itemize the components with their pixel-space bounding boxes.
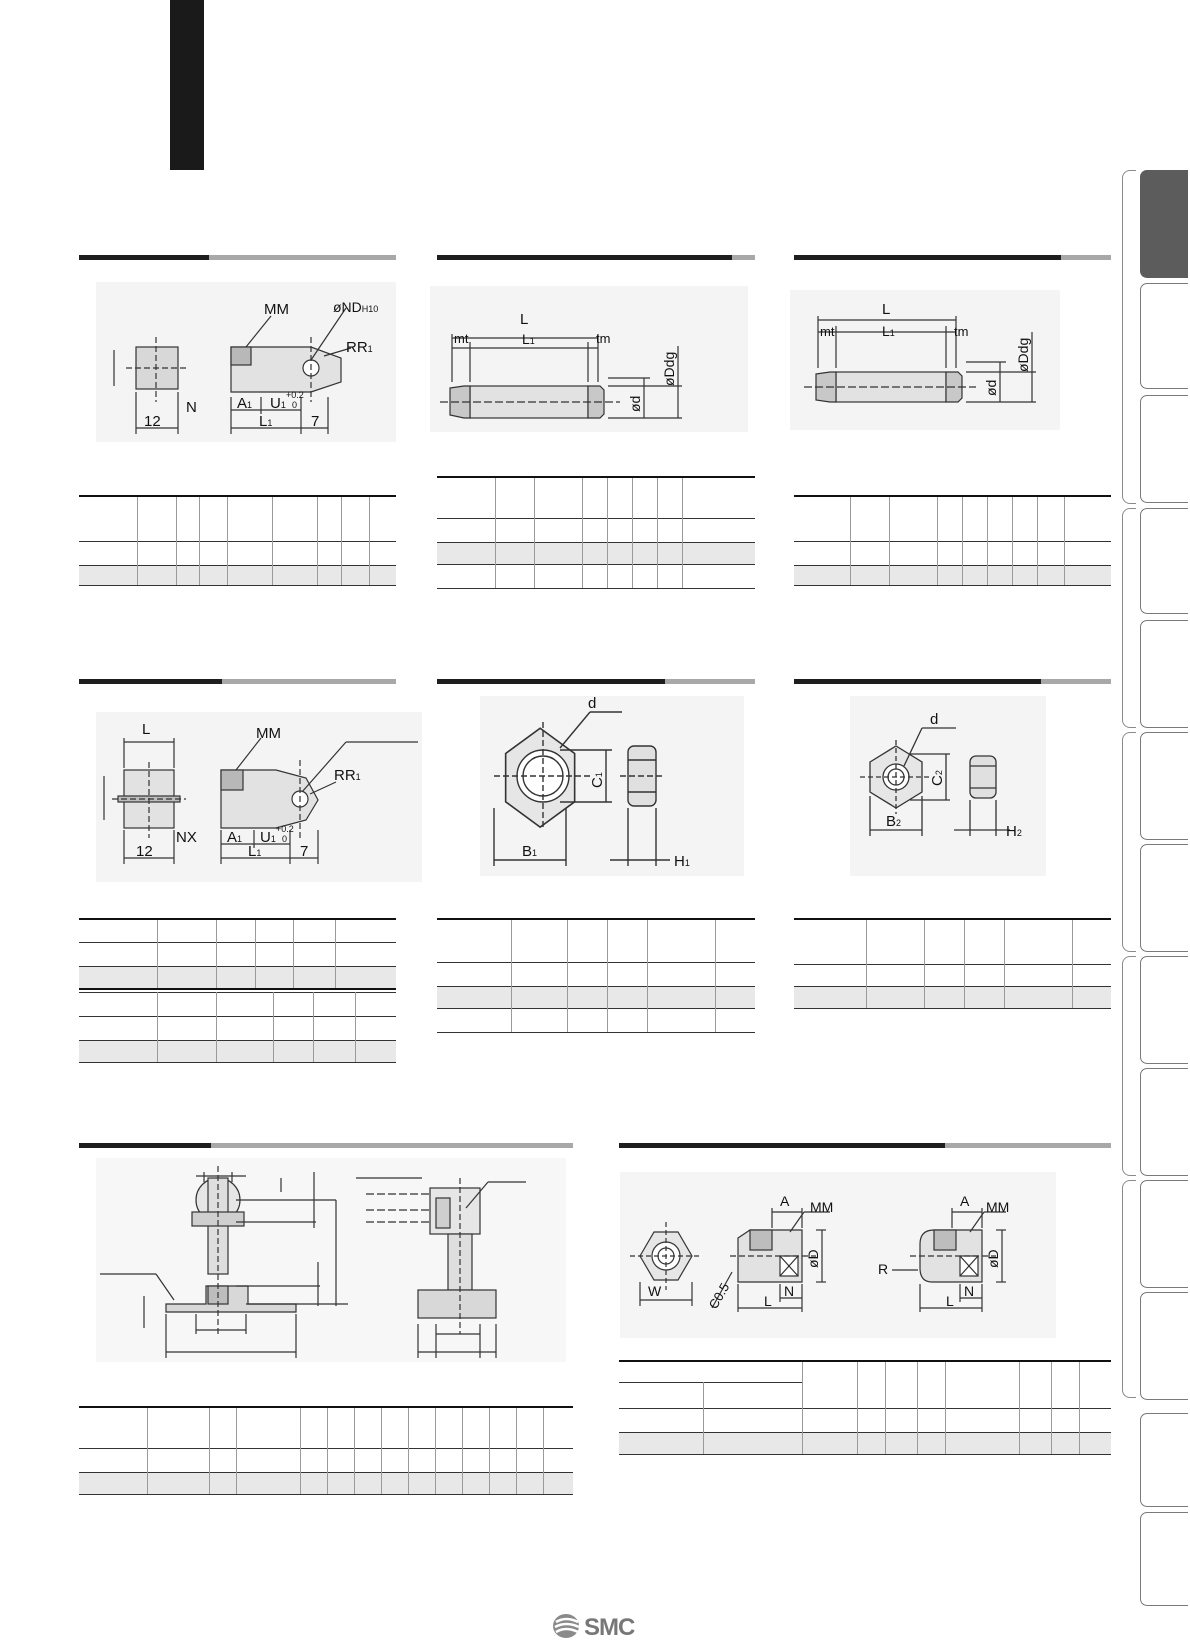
label-mm-2: MM (986, 1199, 1010, 1215)
drawing-rod-end-clevis (96, 282, 396, 442)
label-r: R (878, 1261, 889, 1277)
svg-text:L1 (882, 323, 895, 339)
label-l: L (764, 1293, 772, 1309)
section-header-bar (437, 255, 755, 260)
label-rr-sub: 1 (367, 344, 373, 354)
section-header-bar (79, 255, 396, 260)
section-header-bar (794, 679, 1111, 684)
drawing-rod-end-variants (620, 1172, 1056, 1338)
svg-text:RR1 (334, 767, 361, 784)
label-u1-sub: 1 (280, 400, 286, 410)
label-c2-sub: 2 (934, 770, 944, 776)
index-tab[interactable] (1140, 1180, 1188, 1288)
index-tab[interactable] (1140, 1292, 1188, 1400)
index-tab[interactable] (1140, 508, 1188, 614)
svg-text:C2 (929, 770, 946, 786)
label-rr: RR (334, 767, 356, 784)
label-mm: MM (264, 301, 289, 318)
svg-text:MM (264, 301, 289, 318)
chapter-tab-marker (170, 0, 204, 170)
drawing-double-clevis (96, 712, 422, 882)
index-tab[interactable] (1140, 844, 1188, 952)
label-mt: mt (454, 331, 469, 346)
label-c05: C0.5 (705, 1280, 733, 1312)
label-l1: L (522, 331, 530, 347)
label-tm: tm (596, 331, 611, 346)
index-tab[interactable] (1140, 283, 1188, 389)
label-7: 7 (300, 843, 309, 860)
label-h2: H (1006, 823, 1017, 840)
label-od: ød (983, 379, 999, 396)
label-u1-tol: +0.2 (276, 824, 294, 834)
svg-text:L1 (259, 413, 272, 430)
svg-text:U1 (260, 829, 276, 846)
label-7: 7 (311, 413, 320, 430)
section-header-bar (79, 679, 396, 684)
label-u1-tol2: 0 (282, 834, 288, 844)
section-header-bar (79, 1143, 573, 1148)
side-tab-group-bracket (1122, 508, 1136, 728)
label-l1-sub: 1 (267, 418, 273, 428)
label-tm: tm (954, 324, 969, 339)
index-tab[interactable] (1140, 956, 1188, 1064)
label-odd: øDdg (661, 351, 677, 386)
drawing-pivot-bracket (96, 1158, 566, 1362)
label-mt: mt (820, 324, 835, 339)
label-l-2: L (946, 1293, 954, 1309)
label-b2-sub: 2 (896, 818, 902, 828)
label-u1: U (270, 395, 281, 412)
spec-table (79, 1406, 573, 1494)
label-d: d (930, 711, 939, 728)
label-l1-sub: 1 (256, 848, 262, 858)
spec-table (79, 918, 396, 1063)
label-l1: L (882, 323, 890, 339)
index-tab[interactable] (1140, 620, 1188, 728)
label-nd-sub: H10 (361, 304, 379, 314)
svg-text:H2 (1006, 823, 1022, 840)
drawing-rod-end-nut (480, 696, 744, 876)
label-l: L (882, 301, 891, 318)
svg-text:C1 (589, 772, 606, 788)
label-a-2: A (960, 1193, 970, 1209)
label-b1: B (522, 843, 533, 860)
label-mm: MM (810, 1199, 834, 1215)
label-12: 12 (136, 843, 153, 860)
index-tab[interactable] (1140, 732, 1188, 840)
spec-table (619, 1360, 1111, 1454)
label-b1-sub: 1 (532, 848, 538, 858)
label-nx: NX (176, 829, 197, 846)
label-od: øD (805, 1249, 821, 1268)
spec-table (794, 495, 1111, 587)
spec-table (437, 918, 755, 1033)
spec-table (794, 918, 1111, 1010)
svg-text:U1 (270, 395, 286, 412)
label-a1: A (237, 395, 248, 412)
label-b2: B (886, 813, 897, 830)
index-tab-active[interactable] (1140, 170, 1188, 278)
label-12: 12 (144, 413, 161, 430)
label-l1: L (259, 413, 268, 430)
spec-table (437, 476, 755, 590)
label-c2: C (929, 775, 946, 786)
svg-text:L1 (522, 331, 535, 347)
label-od: ød (627, 395, 643, 412)
drawing-clevis-pin (430, 286, 748, 432)
side-tab-group-bracket (1122, 732, 1136, 952)
label-u1-tol: +0.2 (286, 390, 304, 400)
svg-text:A1 (237, 395, 252, 412)
label-n: N (186, 399, 197, 416)
svg-text:B2 (886, 813, 901, 830)
label-w: W (648, 1283, 662, 1299)
label-nd: øND (333, 299, 362, 315)
label-rr-sub: 1 (355, 772, 361, 782)
svg-text:A1 (227, 829, 242, 846)
label-c1-sub: 1 (594, 772, 604, 778)
svg-text:øNDH10 (333, 299, 378, 315)
index-tab[interactable] (1140, 1512, 1188, 1606)
label-l1-sub: 1 (889, 328, 895, 338)
label-l: L (142, 721, 151, 738)
side-tab-group-bracket (1122, 956, 1136, 1176)
label-h1: H (674, 853, 685, 870)
drawing-small-nut (850, 696, 1046, 876)
index-tab[interactable] (1140, 1068, 1188, 1176)
label-l: L (520, 311, 529, 328)
label-l1-sub: 1 (529, 336, 535, 346)
side-tab-group-bracket (1122, 1180, 1136, 1398)
smc-logo-icon (552, 1612, 582, 1640)
label-d: d (588, 696, 597, 712)
label-odd: øDdg (1015, 337, 1031, 372)
label-h2-sub: 2 (1016, 828, 1022, 838)
label-l1: L (248, 843, 257, 860)
label-a1-sub: 1 (237, 834, 243, 844)
index-tab[interactable] (1140, 1413, 1188, 1507)
index-tab[interactable] (1140, 395, 1188, 503)
label-od-2: øD (985, 1249, 1001, 1268)
spec-table (79, 495, 396, 587)
label-mm: MM (256, 725, 281, 742)
label-h1-sub: 1 (684, 858, 690, 868)
label-a1-sub: 1 (247, 400, 253, 410)
svg-text:H1 (674, 853, 690, 870)
smc-logo-text: SMC (584, 1614, 635, 1641)
section-header-bar (437, 679, 755, 684)
label-n-2: N (964, 1283, 975, 1299)
label-rr: RR (346, 339, 368, 356)
side-tab-group-bracket (1122, 170, 1136, 504)
label-u1-sub: 1 (270, 834, 276, 844)
svg-text:B1 (522, 843, 537, 860)
label-u1-tol2: 0 (292, 400, 298, 410)
label-u1: U (260, 829, 271, 846)
label-a: A (780, 1193, 790, 1209)
label-n: N (784, 1283, 795, 1299)
svg-text:RR1 (346, 339, 373, 356)
label-c1: C (589, 777, 606, 788)
section-header-bar (794, 255, 1111, 260)
drawing-clevis-pin-alt (790, 290, 1060, 430)
section-header-bar (619, 1143, 1111, 1148)
label-a1: A (227, 829, 238, 846)
